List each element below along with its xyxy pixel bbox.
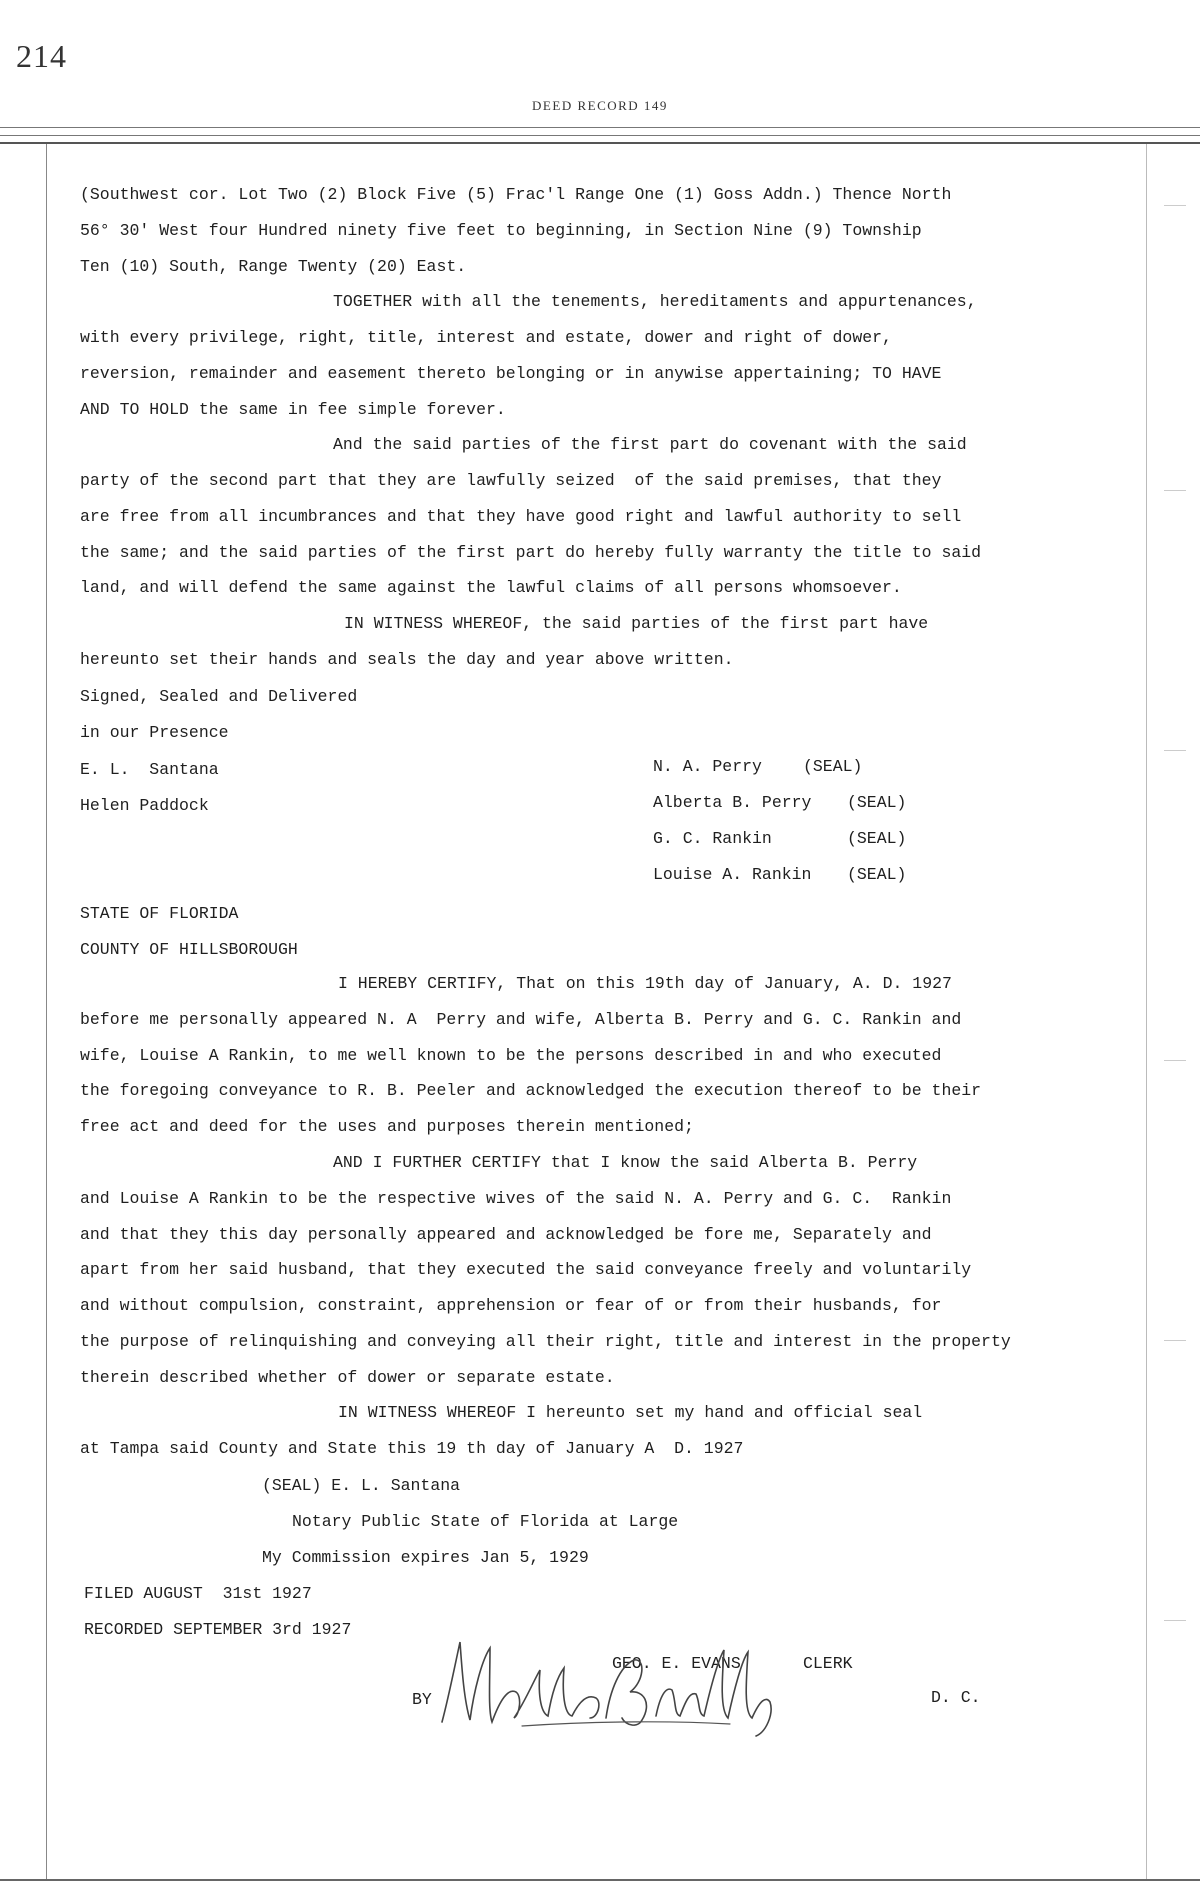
ack-line: and without compulsion, constraint, apprehension or fear of or from their husbands, for bbox=[80, 1296, 942, 1315]
margin-tick bbox=[1164, 1060, 1186, 1061]
ack-line: I HEREBY CERTIFY, That on this 19th day of January, A. D. 1927 bbox=[338, 974, 952, 993]
ack-line: therein described whether of dower or separate estate. bbox=[80, 1368, 615, 1387]
header-rule bbox=[0, 142, 1200, 144]
deputy-clerk-title: D. C. bbox=[931, 1688, 981, 1707]
margin-tick bbox=[1164, 205, 1186, 206]
body-line: 56° 30' West four Hundred ninety five feet to beginning, in Section Nine (9) Township bbox=[80, 221, 922, 240]
body-line: AND TO HOLD the same in fee simple forever. bbox=[80, 400, 506, 419]
header-rule bbox=[0, 127, 1200, 128]
right-margin-line bbox=[1146, 144, 1147, 1879]
grantor-name: Alberta B. Perry bbox=[653, 793, 812, 812]
ack-line: before me personally appeared N. A Perry and wife, Alberta B. Perry and G. C. Rankin and bbox=[80, 1010, 962, 1029]
ack-line: free act and deed for the uses and purposes therein mentioned; bbox=[80, 1117, 694, 1136]
notary-title: Notary Public State of Florida at Large bbox=[292, 1512, 679, 1531]
ack-line: and Louise A Rankin to be the respective wives of the said N. A. Perry and G. C. Rankin bbox=[80, 1189, 952, 1208]
filed-date: FILED AUGUST 31st 1927 bbox=[84, 1584, 312, 1603]
grantor-name: Louise A. Rankin bbox=[653, 865, 812, 884]
seal-label: (SEAL) bbox=[847, 865, 907, 884]
ack-line: and that they this day personally appeared and acknowledged be fore me, Separately and bbox=[80, 1225, 932, 1244]
by-label: BY bbox=[412, 1690, 432, 1709]
notary-seal-line: (SEAL) E. L. Santana bbox=[262, 1476, 461, 1495]
body-line: land, and will defend the same against the lawful claims of all persons whomsoever. bbox=[80, 578, 902, 597]
ack-line: AND I FURTHER CERTIFY that I know the said Alberta B. Perry bbox=[333, 1153, 918, 1172]
ack-line: the foregoing conveyance to R. B. Peeler and acknowledged the execution thereof to be their bbox=[80, 1081, 982, 1100]
margin-tick bbox=[1164, 1620, 1186, 1621]
ack-line: COUNTY OF HILLSBOROUGH bbox=[80, 940, 298, 959]
ack-line: apart from her said husband, that they executed the said conveyance freely and voluntarily bbox=[80, 1260, 972, 1279]
body-line: (Southwest cor. Lot Two (2) Block Five (5) Frac'l Range One (1) Goss Addn.) Thence North bbox=[80, 185, 952, 204]
ack-line: STATE OF FLORIDA bbox=[80, 904, 239, 923]
seal-label: (SEAL) bbox=[847, 829, 907, 848]
ack-line: the purpose of relinquishing and conveying all their right, title and interest in the property bbox=[80, 1332, 1011, 1351]
body-line: reversion, remainder and easement thereto belonging or in anywise appertaining; TO HAVE bbox=[80, 364, 942, 383]
ack-line: IN WITNESS WHEREOF I hereunto set my hand and official seal bbox=[338, 1403, 923, 1422]
body-line: with every privilege, right, title, interest and estate, dower and right of dower, bbox=[80, 328, 892, 347]
page-number: 214 bbox=[16, 38, 67, 74]
witness-name: Helen Paddock bbox=[80, 796, 209, 815]
clerk-name: GEO. E. EVANS bbox=[612, 1654, 741, 1673]
seal-label: (SEAL) bbox=[803, 757, 863, 776]
body-line: Signed, Sealed and Delivered bbox=[80, 687, 358, 706]
margin-tick bbox=[1164, 1340, 1186, 1341]
body-line: Ten (10) South, Range Twenty (20) East. bbox=[80, 257, 467, 276]
body-line: the same; and the said parties of the first part do hereby fully warranty the title to said bbox=[80, 543, 982, 562]
witness-name: E. L. Santana bbox=[80, 760, 219, 779]
clerk-title: CLERK bbox=[803, 1654, 853, 1673]
body-line: hereunto set their hands and seals the day and year above written. bbox=[80, 650, 734, 669]
seal-label: (SEAL) bbox=[847, 793, 907, 812]
header-title: DEED RECORD 149 bbox=[532, 98, 668, 113]
body-line: IN WITNESS WHEREOF, the said parties of the first part have bbox=[344, 614, 929, 633]
footer-rule bbox=[0, 1879, 1200, 1881]
header-rule bbox=[0, 135, 1200, 136]
body-line: party of the second part that they are lawfully seized of the said premises, that they bbox=[80, 471, 942, 490]
left-margin-line bbox=[46, 144, 47, 1879]
margin-tick bbox=[1164, 490, 1186, 491]
handwritten-signature bbox=[430, 1630, 810, 1740]
body-line: are free from all incumbrances and that they have good right and lawful authority to sell bbox=[80, 507, 962, 526]
margin-tick bbox=[1164, 750, 1186, 751]
ack-line: at Tampa said County and State this 19 th day of January A D. 1927 bbox=[80, 1439, 744, 1458]
grantor-name: G. C. Rankin bbox=[653, 829, 772, 848]
ack-line: wife, Louise A Rankin, to me well known to be the persons described in and who executed bbox=[80, 1046, 942, 1065]
grantor-name: N. A. Perry bbox=[653, 757, 762, 776]
commission-expiry: My Commission expires Jan 5, 1929 bbox=[262, 1548, 589, 1567]
body-line: And the said parties of the first part do covenant with the said bbox=[333, 435, 967, 454]
recorded-date: RECORDED SEPTEMBER 3rd 1927 bbox=[84, 1620, 352, 1639]
body-line: in our Presence bbox=[80, 723, 229, 742]
body-line: TOGETHER with all the tenements, hereditaments and appurtenances, bbox=[333, 292, 977, 311]
